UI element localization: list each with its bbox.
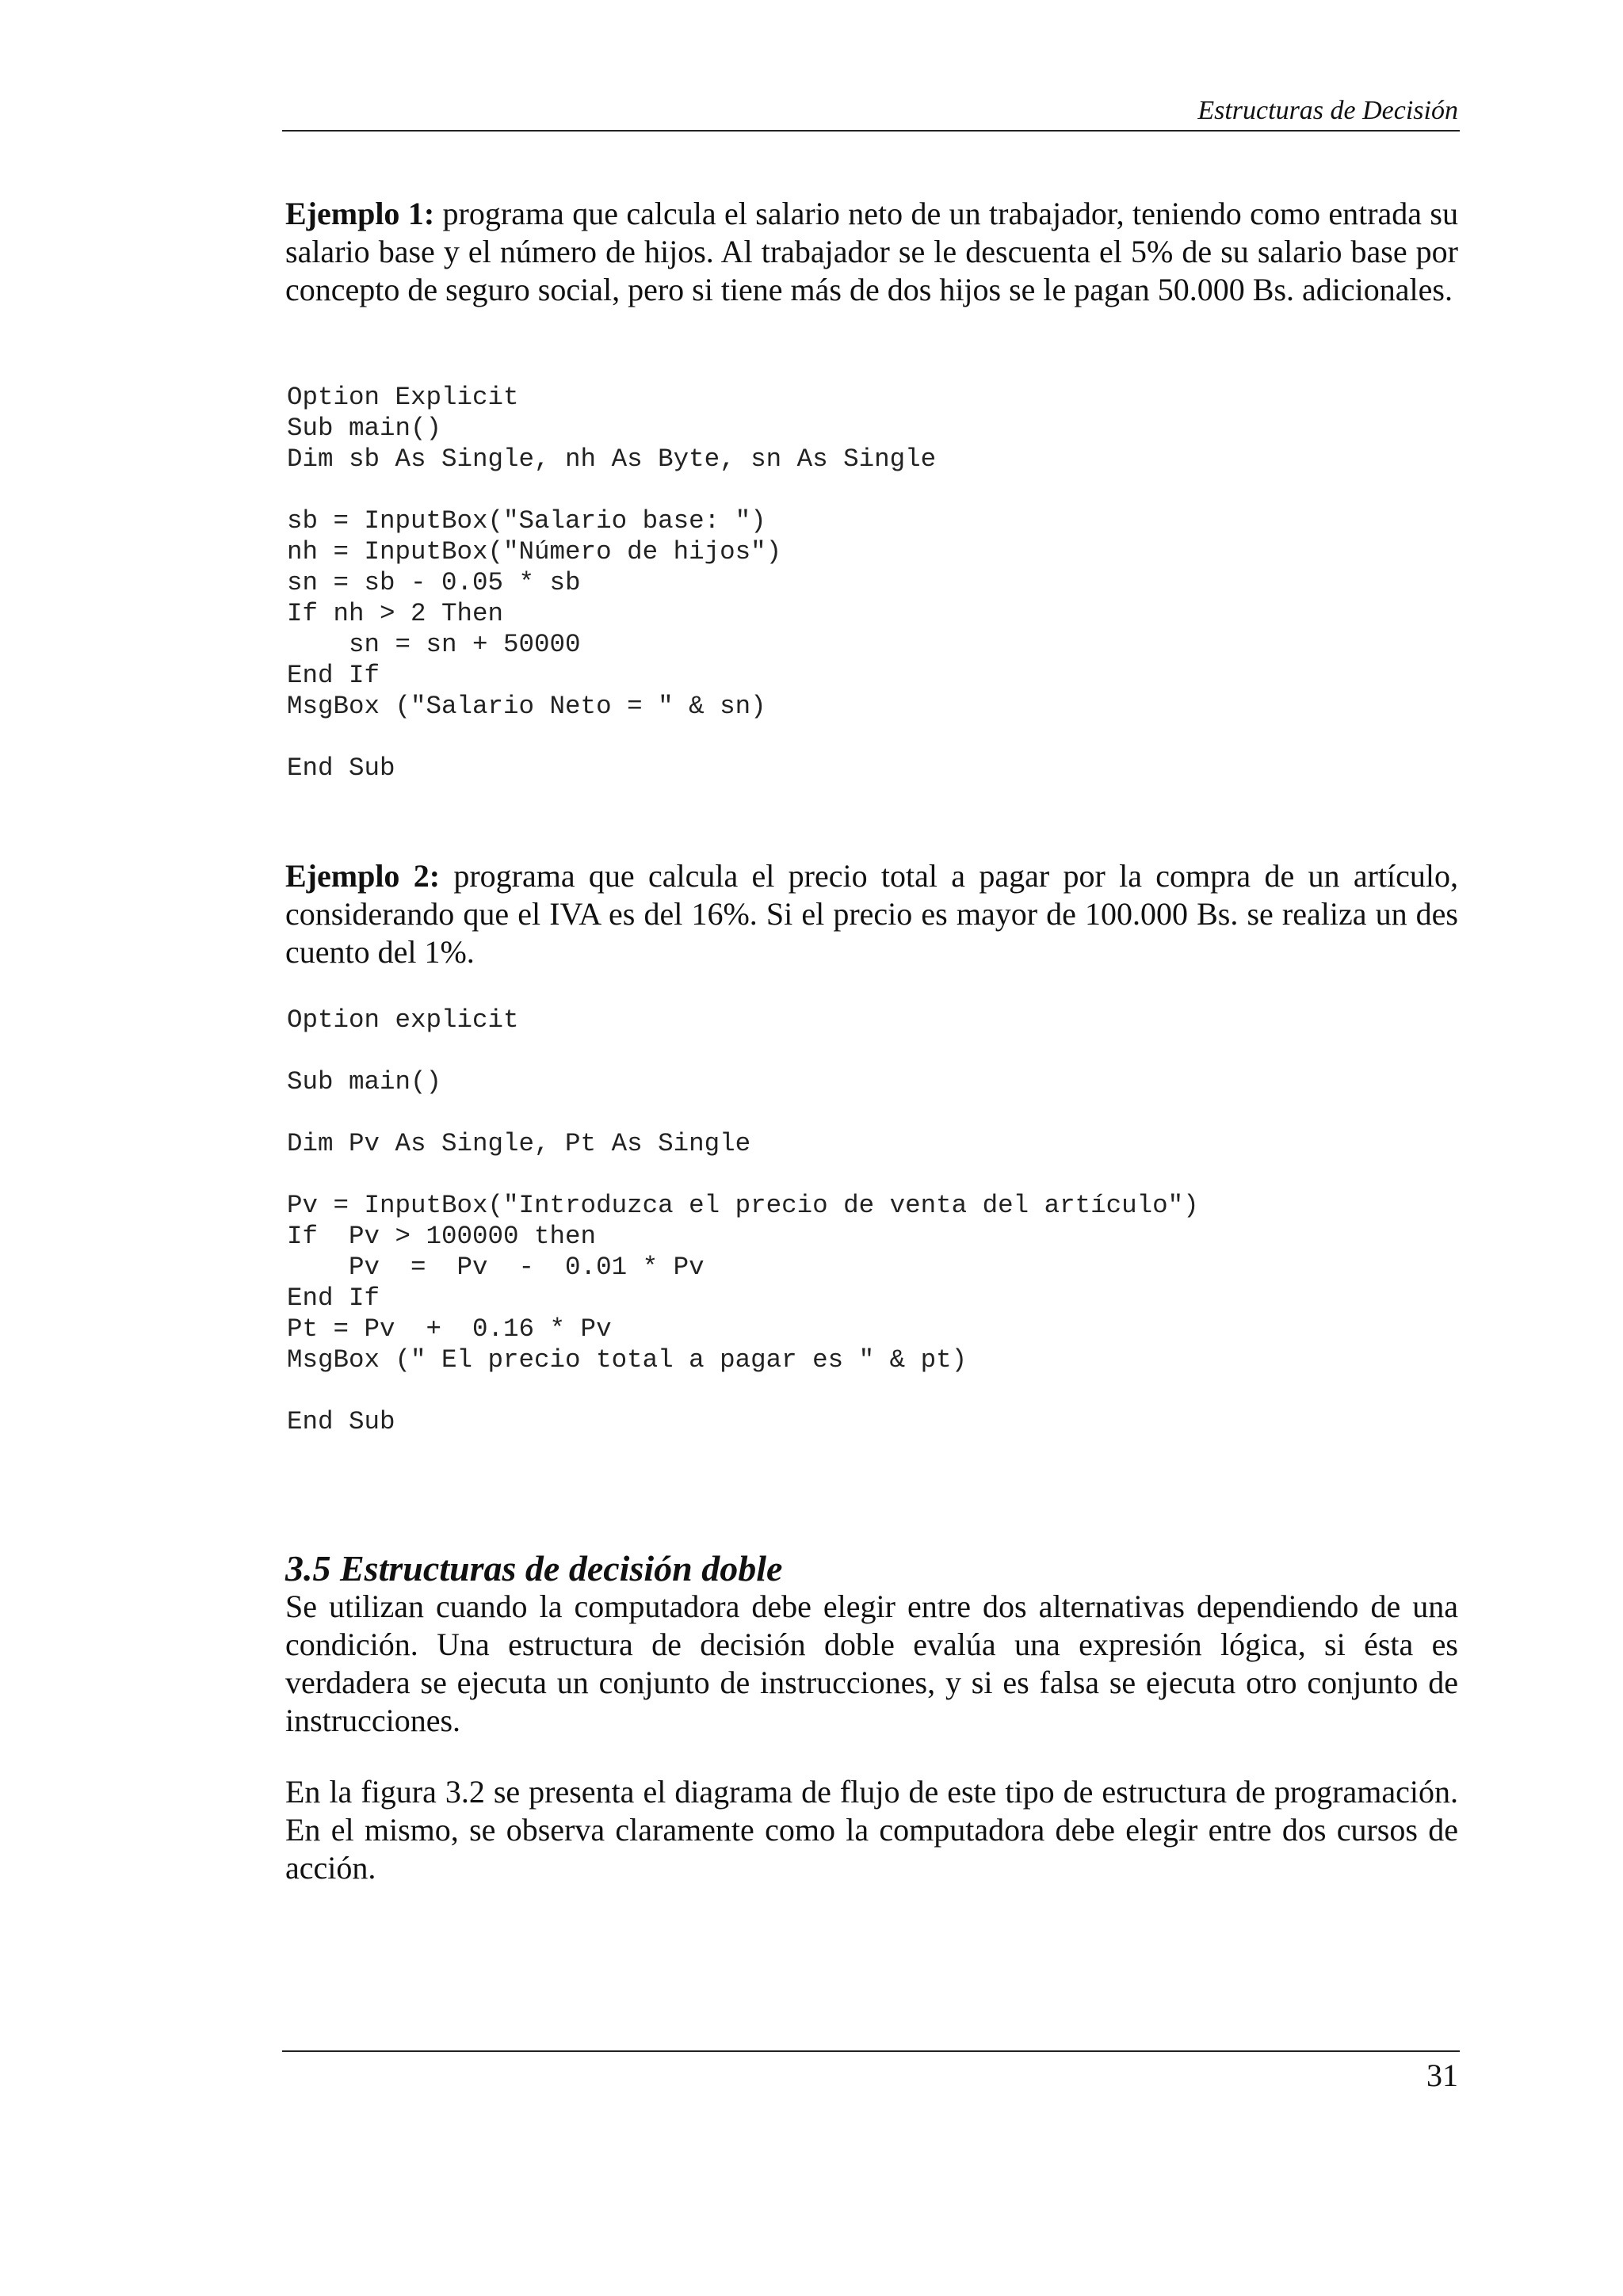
page-number: 31 bbox=[1426, 2058, 1458, 2093]
section-heading: 3.5 Estructuras de decisión doble bbox=[285, 1548, 783, 1589]
header-rule bbox=[282, 130, 1460, 132]
example-1-text: programa que calcula el salario neto de un trabajador, teniendo como entrada su salario base y el número de hijos. Al trabajador se le descuenta el 5% de su salario base por concepto de seguro social, pero si tiene más de dos hijos se le pagan 50.000 Bs. adicionales. bbox=[285, 196, 1458, 307]
example-2-text: programa que calcula el precio total a pagar por la compra de un artículo, considerando que el IVA es del 16%. Si el precio es mayor de 100.000 Bs. se realiza un des cuento del 1%. bbox=[285, 858, 1458, 970]
example-2-code: Option explicit Sub main() Dim Pv As Single, Pt As Single Pv = InputBox("Introduzca el precio de venta del artículo") If Pv > 100000 then Pv = Pv - 0.01 * Pv End If Pt = Pv + 0.16 * Pv MsgBox (" El precio total a pagar es " & pt) End Sub bbox=[287, 1005, 1199, 1436]
section-paragraph-2: En la figura 3.2 se presenta el diagrama de flujo de este tipo de estructura de programación. En el mismo, se observa claramente como la computadora debe elegir entre dos cursos de acción. bbox=[285, 1774, 1458, 1886]
example-1-label: Ejemplo 1: bbox=[285, 196, 435, 231]
example-2-label: Ejemplo 2: bbox=[285, 858, 441, 894]
section-paragraph-1: Se utilizan cuando la computadora debe elegir entre dos alternativas dependiendo de una condición. Una estructura de decisión doble evalúa una expresión lógica, si ésta es verdadera se ejecuta un conjunto de instrucciones, y si es falsa se ejecuta otro conjunto de instrucciones. bbox=[285, 1589, 1458, 1738]
example-1-code: Option Explicit Sub main() Dim sb As Single, nh As Byte, sn As Single sb = InputBox("Salario base: ") nh = InputBox("Número de hijos") sn = sb - 0.05 * sb If nh > 2 Then sn = sn + 50000 End If MsgBox ("Salario Neto = " & sn) End Sub bbox=[287, 383, 937, 783]
running-header: Estructuras de Decisión bbox=[1197, 96, 1458, 125]
example-1-paragraph bbox=[285, 195, 1458, 309]
example-2-paragraph bbox=[285, 857, 1458, 971]
footer-rule bbox=[282, 2050, 1460, 2052]
